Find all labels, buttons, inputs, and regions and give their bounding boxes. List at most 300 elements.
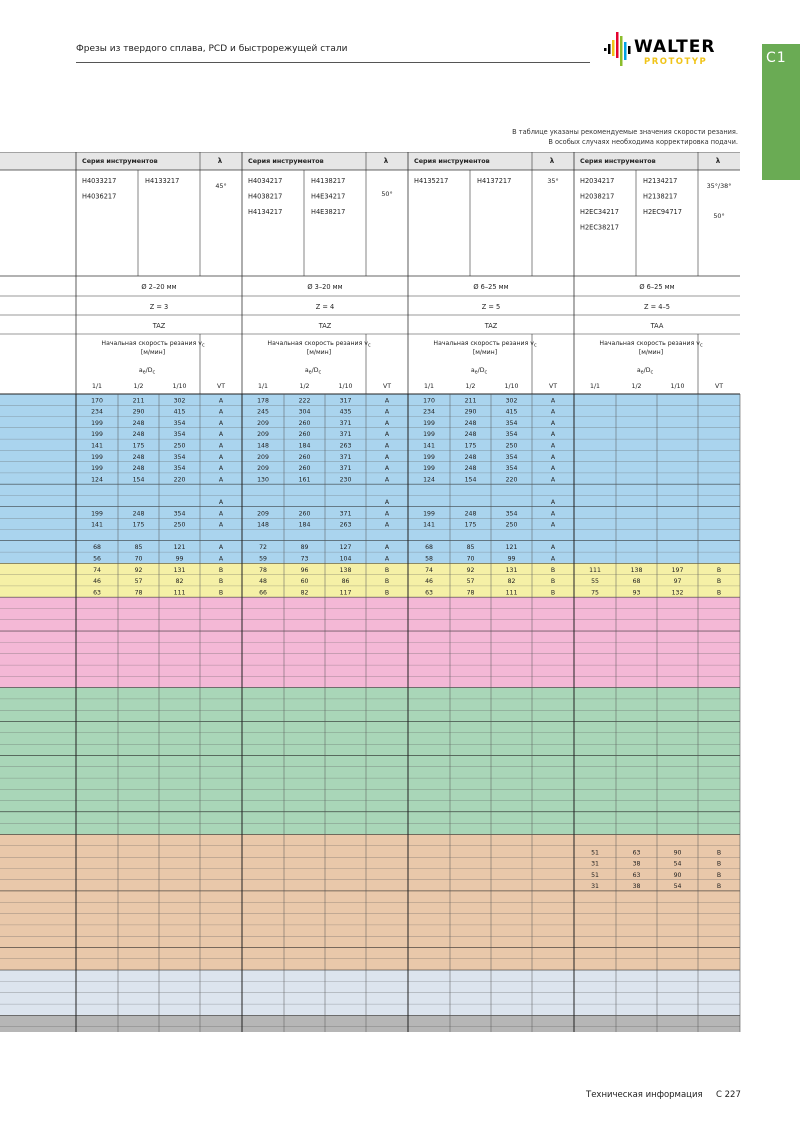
speed-value: 371 [339,465,352,473]
tool-code: H2138217 [643,192,678,201]
speed-value: 154 [464,476,477,484]
speed-value: 209 [257,453,269,461]
speed-value: 141 [423,442,435,450]
speed-value: A [384,431,390,439]
table-row [0,688,740,699]
speed-value: 250 [505,521,518,529]
grade-label: TAA [650,322,664,330]
speed-value: 124 [423,476,435,484]
speed-value: 170 [91,397,103,405]
tool-code: H2038217 [580,192,615,201]
logo-bars-icon [604,32,631,66]
speed-value: 57 [466,578,475,586]
speed-value: 354 [505,510,518,518]
speed-value: A [218,397,224,405]
speed-value: 290 [464,408,477,416]
walter-logo [604,30,744,70]
table-row [0,552,740,563]
tool-code: H2034217 [580,177,615,185]
table-row [0,835,740,846]
cutting-speed-table [0,152,800,1032]
sub-column-header: VT [382,383,392,390]
grade-label: TAZ [484,322,498,330]
speed-value: 82 [507,578,516,586]
table-row [0,970,740,981]
lambda-value: 50° [381,190,393,198]
lambda-header-label: λ [217,157,223,165]
tool-code: H4135217 [414,177,449,185]
speed-value: B [716,566,722,574]
speed-value: 86 [341,578,350,586]
speed-value: B [550,578,556,586]
lambda-header-label: λ [383,157,389,165]
speed-value: A [384,544,390,552]
sub-column-header: 1/2 [631,383,642,390]
speed-value: B [716,578,722,586]
sub-column-header: 1/2 [299,383,310,390]
speed-value: 197 [671,566,684,574]
speed-value: 248 [464,419,477,427]
table-row [0,518,740,529]
tool-code: H4034217 [248,177,283,185]
speed-value: 371 [339,510,352,518]
table-row [0,993,740,1004]
table-row [0,654,740,665]
speed-value: 63 [425,589,433,597]
speed-value: 127 [339,544,352,552]
table-row [0,925,740,936]
speed-value: 199 [423,431,435,439]
table-row [0,903,740,914]
speed-value: A [218,408,224,416]
speed-value: 132 [671,589,684,597]
lambda-value: 35° [547,177,559,185]
grade-label: TAZ [152,322,166,330]
speed-value: A [384,510,390,518]
speed-value: B [384,578,390,586]
table-note-line-1: В таблице указаны рекомендуемые значения скорости резания. [512,128,738,136]
table-row [0,609,740,620]
speed-value: A [218,499,224,506]
speed-value: 263 [339,521,352,529]
tool-code: H4E38217 [311,208,346,216]
table-row [0,1004,740,1015]
speed-value: 111 [505,589,518,597]
speed-value: 121 [173,544,186,552]
speed-value: 154 [132,476,145,484]
table-row [0,982,740,993]
table-row [0,823,740,834]
speed-value: A [384,419,390,427]
speed-value: 371 [339,453,352,461]
table-row [0,857,740,868]
speed-value: A [218,442,224,450]
speed-value: 55 [591,578,599,586]
speed-value: 75 [591,589,599,597]
table-row [0,665,740,676]
speed-value: 199 [91,419,103,427]
speed-value: A [550,510,556,518]
sub-column-header: VT [548,383,558,390]
speed-value: 31 [591,883,599,891]
speed-value: B [550,589,556,597]
speed-value: A [550,521,556,529]
speed-value: 209 [257,465,269,473]
table-row [0,405,740,416]
speed-value: 90 [673,849,682,857]
speed-value: A [384,397,390,405]
speed-value: A [384,555,390,563]
speed-value: 138 [339,566,352,574]
lambda-header-label: λ [549,157,555,165]
sub-column-header: 1/10 [172,383,187,390]
speed-value: 260 [298,465,311,473]
table-row [0,880,740,891]
speed-value: 199 [423,419,435,427]
series-header-label: Серия инструментов [248,157,324,165]
series-header-label: Серия инструментов [82,157,158,165]
speed-value: A [384,408,390,416]
speed-value: 48 [259,578,267,586]
speed-value: 260 [298,431,311,439]
table-row [0,869,740,880]
speed-value: 148 [257,442,269,450]
speed-value: 89 [300,544,309,552]
speed-value: 209 [257,431,269,439]
speed-value: 175 [464,521,477,529]
table-row [0,891,740,902]
speed-value: A [550,431,556,439]
speed-value: A [218,476,224,484]
speed-value: 68 [425,544,433,552]
speed-value: 85 [134,544,143,552]
speed-value: 211 [464,397,477,405]
speed-value: 178 [257,397,269,405]
table-row [0,507,740,518]
sub-column-header: 1/1 [590,383,600,390]
speed-value: 250 [505,442,518,450]
speed-value: 199 [91,510,103,518]
speed-value: 415 [173,408,186,416]
vc-unit: [м/мин] [472,349,498,356]
speed-value: 121 [505,544,518,552]
speed-value: 211 [132,397,145,405]
sub-column-header: VT [714,383,724,390]
table-row [0,959,740,970]
speed-value: 199 [423,453,435,461]
sub-column-header: 1/2 [465,383,476,390]
lambda-header-label: λ [715,157,721,165]
speed-value: 260 [298,510,311,518]
flute-count: Z = 4 [315,303,335,311]
speed-value: B [716,860,722,868]
speed-value: 148 [257,521,269,529]
speed-value: 199 [91,431,103,439]
footer-page-number: C 227 [716,1090,741,1100]
table-row [0,439,740,450]
speed-value: 220 [173,476,186,484]
speed-value: 70 [134,555,143,563]
table-row [0,722,740,733]
speed-value: 302 [505,397,518,405]
speed-value: 130 [257,476,269,484]
speed-value: A [550,544,556,552]
speed-value: A [550,453,556,461]
speed-value: 99 [175,555,184,563]
speed-value: 59 [259,555,267,563]
speed-value: A [550,419,556,427]
speed-value: 73 [300,555,309,563]
speed-value: 260 [298,419,311,427]
speed-value: A [384,499,390,506]
speed-value: 354 [173,510,186,518]
tool-code: H2EC94717 [643,208,682,216]
speed-value: 74 [93,566,101,574]
speed-value: 290 [132,408,145,416]
speed-value: 141 [423,521,435,529]
speed-value: B [384,566,390,574]
speed-value: A [550,397,556,405]
speed-value: A [218,544,224,552]
speed-value: A [550,476,556,484]
speed-value: 250 [173,442,186,450]
speed-value: 51 [591,849,599,857]
speed-value: 304 [298,408,311,416]
speed-value: 220 [505,476,518,484]
tool-code: H4033217 [82,177,117,185]
sub-column-header: 1/10 [338,383,353,390]
footer-section: Техническая информация [586,1090,703,1100]
speed-value: 175 [464,442,477,450]
ae-dc-label: $a_e/D_c$ [470,367,488,376]
table-row [0,428,740,439]
speed-value: A [384,521,390,529]
speed-value: A [550,442,556,450]
table-row [0,801,740,812]
speed-value: 161 [298,476,311,484]
diameter-range: Ø 6–25 мм [473,283,509,291]
speed-value: B [716,589,722,597]
speed-value: 111 [173,589,186,597]
section-tab-label: C1 [766,50,787,66]
tool-code: H2EC34217 [580,208,619,216]
tool-code: H4036217 [82,192,117,201]
table-row [0,564,740,575]
speed-value: 230 [339,476,352,484]
speed-value: A [384,465,390,473]
table-row [0,846,740,857]
speed-value: 46 [425,578,433,586]
table-row [0,914,740,925]
speed-value: 72 [259,544,267,552]
vc-unit: [м/мин] [306,349,332,356]
table-row [0,936,740,947]
header-rule [76,62,590,63]
speed-value: 38 [632,860,641,868]
table-row [0,586,740,597]
table-row [0,948,740,959]
speed-value: 248 [464,510,477,518]
series-header-label: Серия инструментов [580,157,656,165]
speed-value: 184 [298,521,311,529]
speed-value: 371 [339,431,352,439]
speed-value: 31 [591,860,599,868]
vc-label: Начальная скорость резания $v_c$ [267,340,371,349]
tool-code: H4137217 [477,177,512,185]
table-row [0,451,740,462]
speed-value: 354 [173,453,186,461]
speed-value: 248 [132,510,145,518]
vc-label: Начальная скорость резания $v_c$ [101,340,205,349]
speed-value: 371 [339,419,352,427]
table-row [0,473,740,484]
speed-value: 54 [673,883,682,891]
speed-value: 96 [300,566,309,574]
speed-value: 248 [132,419,145,427]
speed-value: 54 [673,860,682,868]
speed-value: 78 [259,566,267,574]
speed-value: B [716,883,722,891]
speed-value: 111 [589,566,601,574]
table-note [512,128,738,147]
speed-value: 92 [134,566,143,574]
speed-value: A [218,555,224,563]
speed-value: A [550,465,556,473]
speed-value: 56 [93,555,101,563]
speed-value: 131 [505,566,518,574]
speed-value: 74 [425,566,433,574]
speed-value: 209 [257,510,269,518]
speed-value: 131 [173,566,186,574]
speed-value: 234 [91,408,103,416]
speed-value: 170 [423,397,435,405]
tool-code: H4133217 [145,177,180,185]
speed-value: 435 [339,408,352,416]
speed-value: 60 [300,578,309,586]
speed-value: 57 [134,578,143,586]
table-row [0,643,740,654]
speed-value: 248 [464,465,477,473]
table-row [0,1016,740,1027]
speed-value: A [384,453,390,461]
speed-value: 248 [132,465,145,473]
speed-value: A [550,499,556,506]
speed-value: B [716,849,722,857]
table-row [0,496,740,507]
speed-value: 354 [173,465,186,473]
speed-value: 38 [632,883,641,891]
table-row [0,620,740,631]
speed-value: B [550,566,556,574]
table-row [0,812,740,823]
speed-value: 82 [300,589,309,597]
sub-column-header: VT [216,383,226,390]
flute-count: Z = 4–5 [644,303,670,311]
flute-count: Z = 3 [149,303,169,311]
speed-value: B [218,589,224,597]
table-row [0,484,740,495]
speed-value: 199 [91,453,103,461]
table-row [0,1027,740,1032]
grade-label: TAZ [318,322,332,330]
lambda-value: 45° [215,182,227,190]
speed-value: 68 [632,578,641,586]
speed-value: 63 [632,871,641,879]
speed-value: 93 [632,589,641,597]
speed-value: 63 [93,589,101,597]
speed-value: 92 [466,566,475,574]
table-row [0,417,740,428]
speed-value: 104 [339,555,352,563]
speed-value: 78 [466,589,475,597]
speed-value: 175 [132,442,145,450]
speed-value: 141 [91,442,103,450]
speed-value: 354 [505,419,518,427]
speed-value: 199 [423,465,435,473]
tool-code: H4E34217 [311,192,346,201]
speed-value: 90 [673,871,682,879]
speed-value: A [550,555,556,563]
table-row [0,699,740,710]
lambda-value: 35°/38° [706,182,732,190]
speed-value: 260 [298,453,311,461]
speed-value: 46 [93,578,101,586]
speed-value: 85 [466,544,475,552]
speed-value: A [218,510,224,518]
speed-value: 66 [259,589,267,597]
speed-value: A [550,408,556,416]
table-row [0,597,740,608]
speed-value: 317 [339,397,352,405]
speed-value: A [218,453,224,461]
tool-code: H4138217 [311,177,346,185]
sub-column-header: 1/1 [258,383,268,390]
speed-value: 124 [91,476,103,484]
table-row [0,631,740,642]
speed-value: B [218,578,224,586]
speed-value: 78 [134,589,143,597]
speed-value: 97 [673,578,682,586]
tool-code: H2EC38217 [580,223,619,232]
speed-value: 175 [132,521,145,529]
speed-value: B [716,871,722,879]
speed-value: 248 [132,431,145,439]
speed-value: 199 [423,510,435,518]
speed-value: 354 [173,419,186,427]
speed-value: A [218,419,224,427]
diameter-range: Ø 2–20 мм [141,283,177,291]
ae-dc-label: $a_e/D_c$ [636,367,654,376]
speed-value: 354 [505,465,518,473]
sub-column-header: 1/1 [424,383,434,390]
table-row [0,530,740,541]
speed-value: 63 [632,849,641,857]
table-row [0,541,740,552]
flute-count: Z = 5 [481,303,501,311]
speed-value: 58 [425,555,433,563]
speed-value: 199 [91,465,103,473]
logo-wordmark: WALTER [634,37,716,57]
table-row [0,462,740,473]
diameter-range: Ø 6–25 мм [639,283,675,291]
speed-value: 184 [298,442,311,450]
table-note-line-2: В особых случаях необходима корректировка подачи. [548,137,738,146]
series-header-label: Серия инструментов [414,157,490,165]
diameter-range: Ø 3–20 мм [307,283,343,291]
speed-value: 250 [173,521,186,529]
tool-code: H4134217 [248,208,283,216]
speed-value: 248 [464,453,477,461]
